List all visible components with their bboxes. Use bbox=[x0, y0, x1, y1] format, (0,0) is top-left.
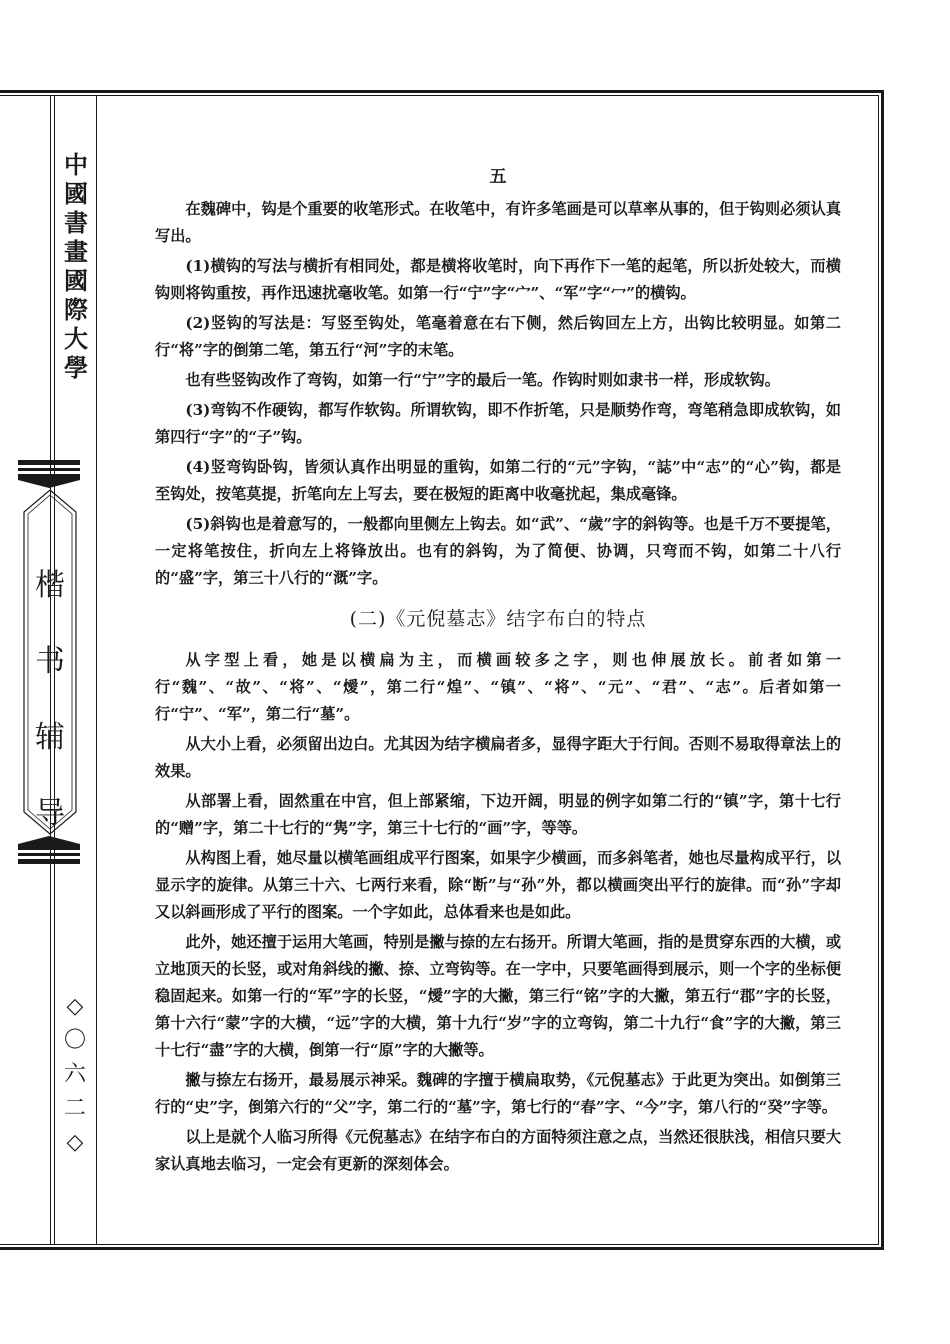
page-number-char: 〇 bbox=[63, 1028, 86, 1053]
paragraph: (1)横钩的写法与横折有相同处，都是横将收笔时，向下再作下一笔的起笔，所以折处较大，而横钩则将钩重按，再作迅速扰毫收笔。如第一行“宁”字“宀”、“军”字“冖”的横钩。 bbox=[155, 257, 841, 302]
paragraph: 从部署上看，固然重在中宫，但上部紧缩，下边开阔，明显的例字如第二行的“镇”字，第十七行的“赠”字，第二十七行的“隽”字，第三十七行的“画”字，等等。 bbox=[155, 792, 841, 837]
page-number-vertical bbox=[60, 990, 90, 1160]
school-char: 際 bbox=[64, 295, 88, 324]
school-char: 書 bbox=[64, 208, 88, 237]
paragraph: 从构图上看，她尽量以横笔画组成平行图案，如果字少横画，而多斜笔者，她也尽量构成平行，以显示字的旋律。从第三十六、七两行来看，除“断”与“孙”外，都以横画突出平行的旋律。而“孙”字却又以斜画形成了平行的图案。一个字如此，总体看来也是如此。 bbox=[155, 849, 841, 921]
school-name-vertical bbox=[58, 150, 94, 382]
school-char: 國 bbox=[64, 179, 88, 208]
page-number-char: ◇ bbox=[66, 994, 84, 1019]
paragraph: 也有些竖钩改作了弯钩，如第一行“宁”字的最后一笔。作钩时则如隶书一样，形成软钩。 bbox=[185, 371, 780, 389]
paragraph: (3)弯钩不作硬钩，都写作软钩。所谓软钩，即不作折笔，只是顺势作弯，弯笔稍急即成软钩，如第四行“字”的“子”钩。 bbox=[155, 401, 841, 446]
school-char: 畫 bbox=[64, 237, 88, 266]
sidebar-rule-right bbox=[96, 95, 97, 1245]
page-number-char: ◇ bbox=[66, 1130, 84, 1155]
main-content bbox=[155, 164, 841, 1178]
section-number: 五 bbox=[489, 167, 507, 187]
paragraph: (2)竖钩的写法是：写竖至钩处，笔毫着意在右下侧，然后钩回左上方，出钩比较明显。如第二行“将”字的倒第二笔，第五行“河”字的末笔。 bbox=[155, 314, 841, 359]
page-number-char: 六 bbox=[63, 1062, 86, 1087]
book-title-char: 导 bbox=[35, 796, 65, 831]
paragraph: 撇与捺左右扬开，最易展示神采。魏碑的字擅于横扁取势，《元倪墓志》于此更为突出。如倒第三行的“史”字，倒第六行的“父”字，第二行的“墓”字，第七行的“春”字、“今”字，第八行的“癸”字等。 bbox=[155, 1071, 841, 1116]
paragraph: 从大小上看，必须留出边白。尤其因为结字横扁者多，显得字距大于行间。否则不易取得章法上的效果。 bbox=[155, 735, 841, 780]
school-char: 國 bbox=[64, 266, 88, 295]
paragraph: (4)竖弯钩卧钩，皆须认真作出明显的重钩，如第二行的“元”字钩，“誌”中“志”的“心”钩，都是至钩处，按笔莫提，折笔向左上写去，要在极短的距离中收毫扰起，集成毫锋。 bbox=[155, 458, 841, 503]
paragraph: 此外，她还擅于运用大笔画，特别是撇与捺的左右扬开。所谓大笔画，指的是贯穿东西的大横，或立地顶天的长竖，或对角斜线的撇、捺、立弯钩等。在一字中，只要笔画得到展示，则一个字的坐标便稳固起来。如第一行的“军”字的长竖，“燰”字的大撇，第三行“铭”字的大撇，第五行“郡”字的长竖，第十六行“蒙”字的大横，“远”字的大横，第十九行“岁”字的立弯钩，第二十九行“食”字的大撇，第三十七行“盡”字的大横，倒第一行“原”字的大撇等。 bbox=[155, 933, 841, 1059]
school-char: 中 bbox=[64, 150, 88, 179]
paragraph: 在魏碑中，钩是个重要的收笔形式。在收笔中，有许多笔画是可以草率从事的，但于钩则必须认真写出。 bbox=[155, 200, 841, 245]
book-title-vertical bbox=[22, 548, 78, 852]
plaque-bottom-ornament bbox=[18, 836, 80, 864]
school-char: 學 bbox=[64, 353, 88, 382]
book-title-char: 书 bbox=[35, 644, 65, 679]
paragraph: 从字型上看，她是以横扁为主，而横画较多之字，则也伸展放长。前者如第一行“魏”、“故”、“将”、“燰”，第二行“煌”、“镇”、“将”、“元”、“君”、“志”。后者如第一行“宁”、“军”，第二行“墓”。 bbox=[155, 651, 841, 723]
plaque-top-ornament bbox=[18, 460, 80, 488]
paragraph: 以上是就个人临习所得《元倪墓志》在结字布白的方面特须注意之点，当然还很肤浅，相信只要大家认真地去临习，一定会有更新的深刻体会。 bbox=[155, 1128, 841, 1173]
school-char: 大 bbox=[64, 324, 88, 353]
book-title-char: 辅 bbox=[35, 720, 65, 755]
paragraph: (5)斜钩也是着意写的，一般都向里侧左上钩去。如“武”、“歲”字的斜钩等。也是千万不要提笔，一定将笔按住，折向左上将锋放出。也有的斜钩，为了简便、协调，只弯而不钩，如第二十八行的“盛”字，第三十八行的“溉”字。 bbox=[155, 515, 841, 587]
section-heading: (二)《元倪墓志》结字布白的特点 bbox=[349, 608, 647, 630]
page-number-char: 二 bbox=[63, 1096, 86, 1121]
book-title-char: 楷 bbox=[35, 568, 65, 603]
